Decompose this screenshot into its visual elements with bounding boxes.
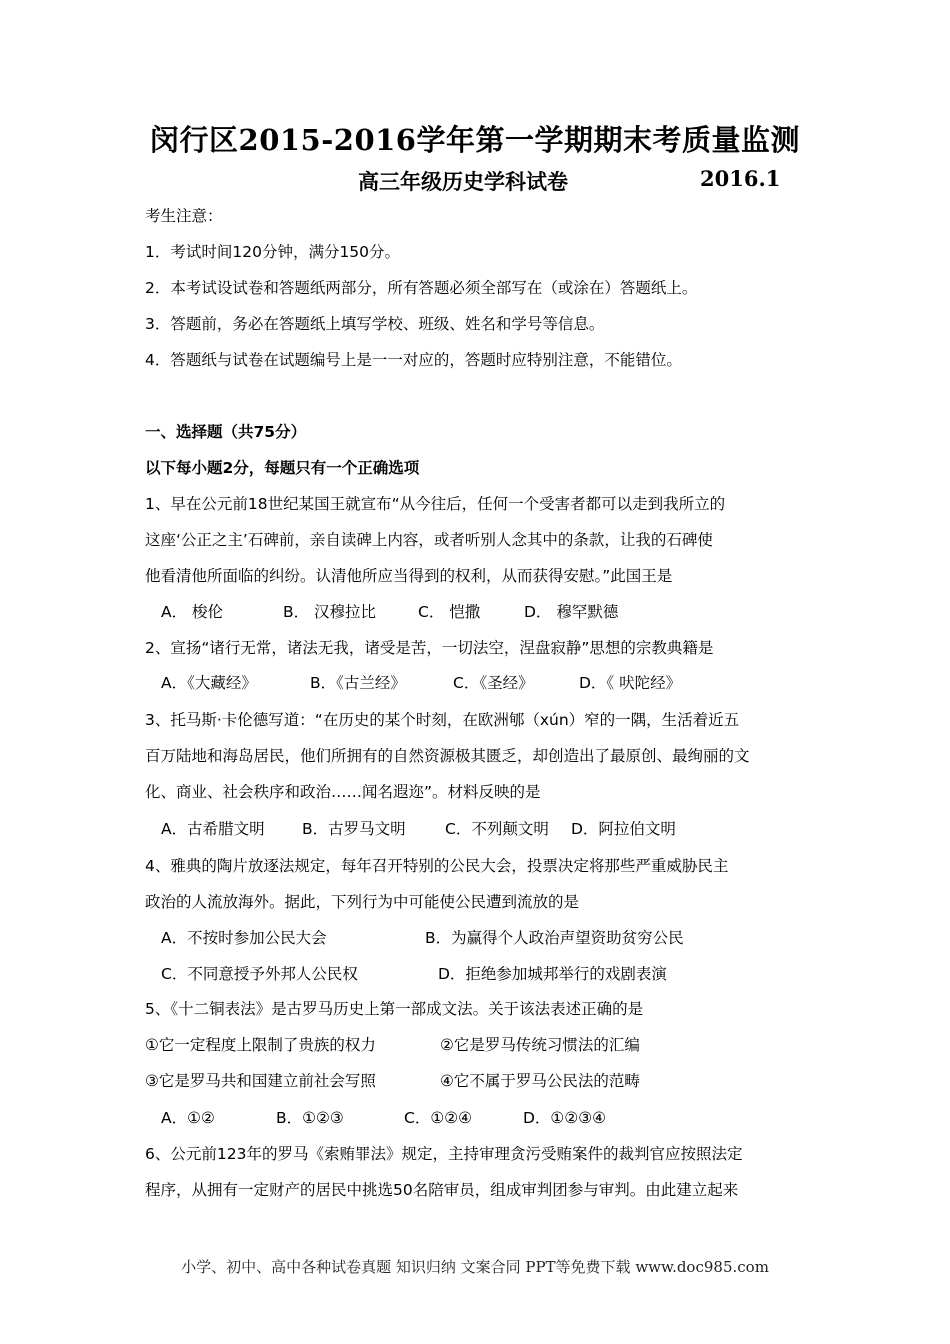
question-1-options (0, 602, 950, 622)
question-1-line: 他看清他所面临的纠纷。认清他所应当得到的权利，从而获得安慰。”此国王是 (145, 567, 673, 585)
section-instruction: 以下每小题2分，每题只有一个正确选项 (145, 459, 420, 477)
option-d: D．《 吠陀经》 (579, 674, 682, 692)
question-1-line: 1、早在公元前18世纪某国王就宣布“从今往后，任何一个受害者都可以走到我所立的 (145, 495, 726, 513)
option-b: B． 汉穆拉比 (283, 603, 377, 621)
option-c: C． 恺撒 (418, 603, 481, 621)
question-4-line: 4、雅典的陶片放逐法规定，每年召开特别的公民大会，投票决定将那些严重威胁民主 (145, 857, 729, 875)
option-a: A． 梭伦 (161, 603, 224, 621)
option-a: A．不按时参加公民大会 (161, 929, 327, 947)
subject-label: 高三年级历史学科试卷 (358, 169, 568, 194)
question-3-line: 化、商业、社会秩序和政治……闻名遐迩”。材料反映的是 (145, 783, 541, 801)
notice-item: 3．答题前，务必在答题纸上填写学校、班级、姓名和学号等信息。 (145, 315, 605, 333)
statement-4: ④它不属于罗马公民法的范畴 (440, 1072, 640, 1090)
option-b: B．古罗马文明 (302, 820, 406, 838)
question-6-line: 程序，从拥有一定财产的居民中挑选50名陪审员，组成审判团参与审判。由此建立起来 (145, 1181, 739, 1199)
question-6-line: 6、公元前123年的罗马《索贿罪法》规定，主持审理贪污受贿案件的裁判官应按照法定 (145, 1145, 743, 1163)
question-3-line: 3、托马斯·卡伦德写道：“在历史的某个时刻，在欧洲郇（xún）窄的一隅，生活着近五 (145, 711, 740, 729)
option-d: D． 穆罕默德 (524, 603, 619, 621)
notice-item: 4．答题纸与试卷在试题编号上是一一对应的，答题时应特别注意，不能错位。 (145, 351, 682, 369)
option-a: A．《大藏经》 (161, 674, 257, 692)
option-d: D．拒绝参加城邦举行的戏剧表演 (438, 965, 667, 983)
option-b: B．为赢得个人政治声望资助贫穷公民 (425, 929, 684, 947)
option-d: D．①②③④ (523, 1109, 607, 1127)
option-b: B．《古兰经》 (310, 674, 406, 692)
notice-item: 2．本考试设试卷和答题纸两部分，所有答题必须全部写在（或涂在）答题纸上。 (145, 279, 698, 297)
question-3-options (0, 819, 950, 839)
option-c: C．①②④ (404, 1109, 473, 1127)
option-d: D．阿拉伯文明 (571, 820, 676, 838)
statement-3: ③它是罗马共和国建立前社会写照 (145, 1072, 376, 1090)
exam-date: 2016.1 (700, 166, 781, 191)
option-b: B．①②③ (276, 1109, 344, 1127)
option-a: A．古希腊文明 (161, 820, 265, 838)
notice-heading: 考生注意： (145, 207, 223, 225)
notice-item: 1．考试时间120分钟，满分150分。 (145, 243, 401, 261)
exam-subtitle (358, 166, 781, 196)
option-c: C．不同意授予外邦人公民权 (161, 965, 358, 983)
option-c: C．不列颠文明 (445, 820, 549, 838)
section-heading: 一、选择题（共75分） (145, 423, 307, 441)
question-5-options (0, 1108, 950, 1128)
exam-title: 闵行区2015-2016学年第一学期期末考质量监测 (150, 123, 800, 157)
question-5-statements-row2 (0, 1071, 950, 1091)
statement-2: ②它是罗马传统习惯法的汇编 (440, 1036, 640, 1054)
question-5-statements-row1 (0, 1035, 950, 1055)
question-4-line: 政治的人流放海外。据此，下列行为中可能使公民遭到流放的是 (145, 893, 580, 911)
question-2-line: 2、宣扬“诸行无常，诸法无我，诸受是苦，一切法空，涅盘寂静”思想的宗教典籍是 (145, 639, 714, 657)
option-c: C．《圣经》 (453, 674, 534, 692)
question-4-options-row2 (0, 964, 950, 984)
question-3-line: 百万陆地和海岛居民，他们所拥有的自然资源极其匮乏，却创造出了最原创、最绚丽的文 (145, 747, 750, 765)
question-5-line: 5、《十二铜表法》是古罗马历史上第一部成文法。关于该法表述正确的是 (145, 1000, 644, 1018)
statement-1: ①它一定程度上限制了贵族的权力 (145, 1036, 376, 1054)
page-footer: 小学、初中、高中各种试卷真题 知识归纳 文案合同 PPT等免费下载 www.doc985.com (181, 1258, 769, 1276)
question-1-line: 这座‘公正之主’石碑前，亲自读碑上内容，或者听别人念其中的条款，让我的石碑使 (145, 531, 713, 549)
question-4-options-row1 (0, 928, 950, 948)
question-2-options (0, 673, 950, 693)
option-a: A．①② (161, 1109, 215, 1127)
